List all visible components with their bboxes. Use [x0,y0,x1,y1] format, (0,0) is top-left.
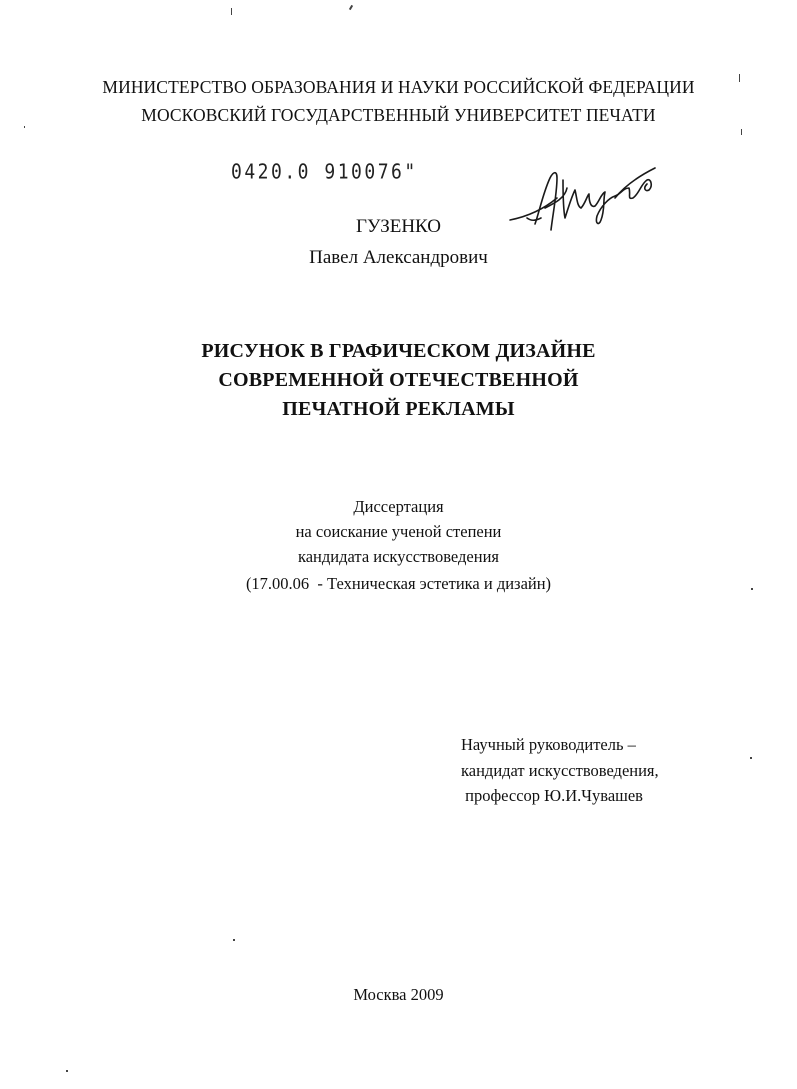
dissertation-title-line: РИСУНОК В ГРАФИЧЕСКОМ ДИЗАЙНЕ [201,340,596,362]
scan-speck [741,129,742,135]
specialty-code: (17.00.06 - Техническая эстетика и дизайн) [245,574,552,593]
dissertation-title-line: СОВРЕМЕННОЙ ОТЕЧЕСТВЕННОЙ [218,369,579,391]
ministry-heading: МИНИСТЕРСТВО ОБРАЗОВАНИЯ И НАУКИ РОССИЙСКОЙ ФЕДЕРАЦИИ [102,77,695,97]
author-name: Павел Александрович [309,247,488,268]
scan-speck [24,126,25,128]
supervisor-name: профессор Ю.И.Чувашев [461,786,643,805]
scan-speck [750,757,752,759]
dissertation-title-line: ПЕЧАТНОЙ РЕКЛАМЫ [282,398,515,420]
city-year: Москва 2009 [353,985,444,1004]
scan-speck [66,1070,68,1072]
supervisor-degree: кандидат искусствоведения, [461,761,659,780]
scan-speck [231,8,232,15]
dissertation-type: Диссертация [353,497,444,516]
degree-name: кандидата искусствоведения [297,547,500,566]
university-heading: МОСКОВСКИЙ ГОСУДАРСТВЕННЫЙ УНИВЕРСИТЕТ ПЕЧАТИ [141,105,656,125]
degree-purpose: на соискание ученой степени [295,522,502,541]
scan-speck [349,5,353,10]
registry-number: 0420.0 910076" [231,160,418,185]
author-surname: ГУЗЕНКО [356,216,441,237]
scan-speck [233,939,235,941]
supervisor-role: Научный руководитель – [461,735,636,754]
